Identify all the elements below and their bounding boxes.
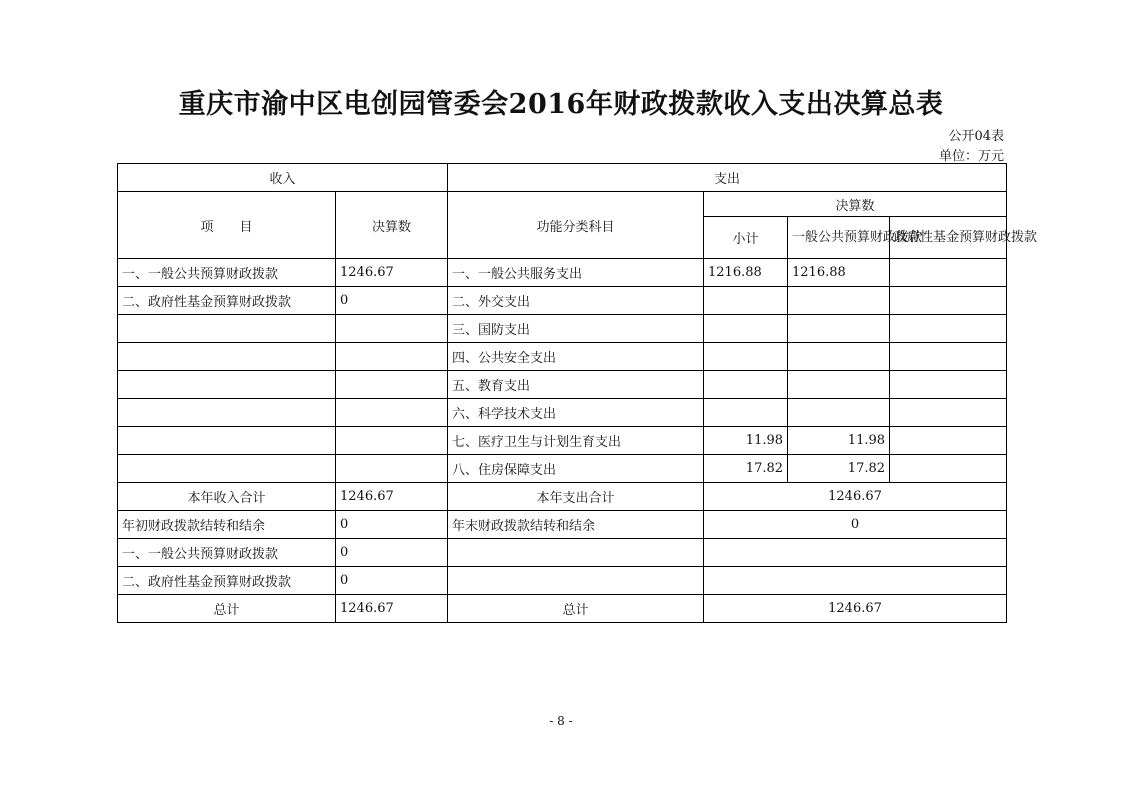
income-fund-amount: 0: [336, 567, 448, 595]
expense-general: [788, 371, 890, 399]
expense-fund: [890, 371, 1007, 399]
income-fund-label: 二、政府性基金预算财政拨款: [118, 567, 336, 595]
income-amount: 0: [336, 287, 448, 315]
income-item: 二、政府性基金预算财政拨款: [118, 287, 336, 315]
table-row: [118, 259, 1007, 287]
expense-fund: [890, 399, 1007, 427]
empty-cell: [704, 539, 1007, 567]
expense-header: 支出: [448, 164, 1007, 192]
expense-item: 一、一般公共服务支出: [448, 259, 704, 287]
expense-subtotal: 1216.88: [704, 259, 788, 287]
table-row: [118, 343, 1007, 371]
expense-general: 1216.88: [788, 259, 890, 287]
income-item: [118, 455, 336, 483]
grand-total-row: [118, 595, 1007, 623]
income-begin-label: 年初财政拨款结转和结余: [118, 511, 336, 539]
expense-item: 三、国防支出: [448, 315, 704, 343]
carryover-fund-row: [118, 567, 1007, 595]
expense-general: [788, 287, 890, 315]
income-general-label: 一、一般公共预算财政拨款: [118, 539, 336, 567]
general-budget-header: 一般公共预算财政拨款: [788, 217, 890, 259]
income-amount: 1246.67: [336, 259, 448, 287]
expense-subtotal: [704, 399, 788, 427]
expense-subtotal: [704, 287, 788, 315]
empty-cell: [448, 567, 704, 595]
expense-total-amount: 1246.67: [704, 483, 1007, 511]
page-number: - 8 -: [549, 714, 573, 728]
final-amount-group-header: 决算数: [704, 192, 1007, 217]
page-title: 重庆市渝中区电创园管委会2016年财政拨款收入支出决算总表: [178, 89, 944, 120]
expense-grand-label: 总计: [448, 595, 704, 623]
expense-item: 五、教育支出: [448, 371, 704, 399]
table-row: [118, 399, 1007, 427]
function-subject-header: 功能分类科目: [448, 192, 704, 259]
income-amount: [336, 399, 448, 427]
expense-subtotal: 17.82: [704, 455, 788, 483]
empty-cell: [448, 539, 704, 567]
expense-fund: [890, 455, 1007, 483]
carryover-row: [118, 511, 1007, 539]
table-row: [118, 287, 1007, 315]
expense-fund: [890, 343, 1007, 371]
income-begin-amount: 0: [336, 511, 448, 539]
item-header: 项 目: [118, 192, 336, 259]
expense-end-amount: 0: [704, 511, 1007, 539]
expense-grand-amount: 1246.67: [704, 595, 1007, 623]
income-amount: [336, 315, 448, 343]
income-total-label: 本年收入合计: [118, 483, 336, 511]
income-item: 一、一般公共预算财政拨款: [118, 259, 336, 287]
table-row: [118, 315, 1007, 343]
expense-general: [788, 343, 890, 371]
income-amount: [336, 427, 448, 455]
totals-row: [118, 483, 1007, 511]
subtotal-header: 小计: [704, 217, 788, 259]
income-header: 收入: [118, 164, 448, 192]
income-item: [118, 371, 336, 399]
unit-label: 单位：万元: [938, 149, 1004, 164]
expense-general: [788, 399, 890, 427]
table-code: 公开04表: [948, 129, 1004, 144]
income-total-amount: 1246.67: [336, 483, 448, 511]
final-amount-header: 决算数: [336, 192, 448, 259]
budget-table: [117, 163, 1038, 623]
income-grand-amount: 1246.67: [336, 595, 448, 623]
income-item: [118, 343, 336, 371]
income-amount: [336, 371, 448, 399]
expense-fund: [890, 427, 1007, 455]
income-amount: [336, 455, 448, 483]
expense-item: 八、住房保障支出: [448, 455, 704, 483]
income-item: [118, 315, 336, 343]
expense-subtotal: [704, 343, 788, 371]
expense-subtotal: 11.98: [704, 427, 788, 455]
expense-fund: [890, 287, 1007, 315]
table-row: [118, 371, 1007, 399]
expense-general: 11.98: [788, 427, 890, 455]
expense-subtotal: [704, 371, 788, 399]
income-general-amount: 0: [336, 539, 448, 567]
table-row: [118, 455, 1007, 483]
income-item: [118, 399, 336, 427]
income-amount: [336, 343, 448, 371]
fund-budget-header: 政府性基金预算财政拨款: [890, 217, 1007, 259]
expense-item: 二、外交支出: [448, 287, 704, 315]
expense-general: 17.82: [788, 455, 890, 483]
expense-total-label: 本年支出合计: [448, 483, 704, 511]
table-row: [118, 427, 1007, 455]
income-item: [118, 427, 336, 455]
expense-item: 四、公共安全支出: [448, 343, 704, 371]
expense-item: 七、医疗卫生与计划生育支出: [448, 427, 704, 455]
expense-fund: [890, 315, 1007, 343]
expense-subtotal: [704, 315, 788, 343]
expense-general: [788, 315, 890, 343]
expense-end-label: 年末财政拨款结转和结余: [448, 511, 704, 539]
carryover-general-row: [118, 539, 1007, 567]
expense-fund: [890, 259, 1007, 287]
income-grand-label: 总计: [118, 595, 336, 623]
expense-item: 六、科学技术支出: [448, 399, 704, 427]
empty-cell: [704, 567, 1007, 595]
